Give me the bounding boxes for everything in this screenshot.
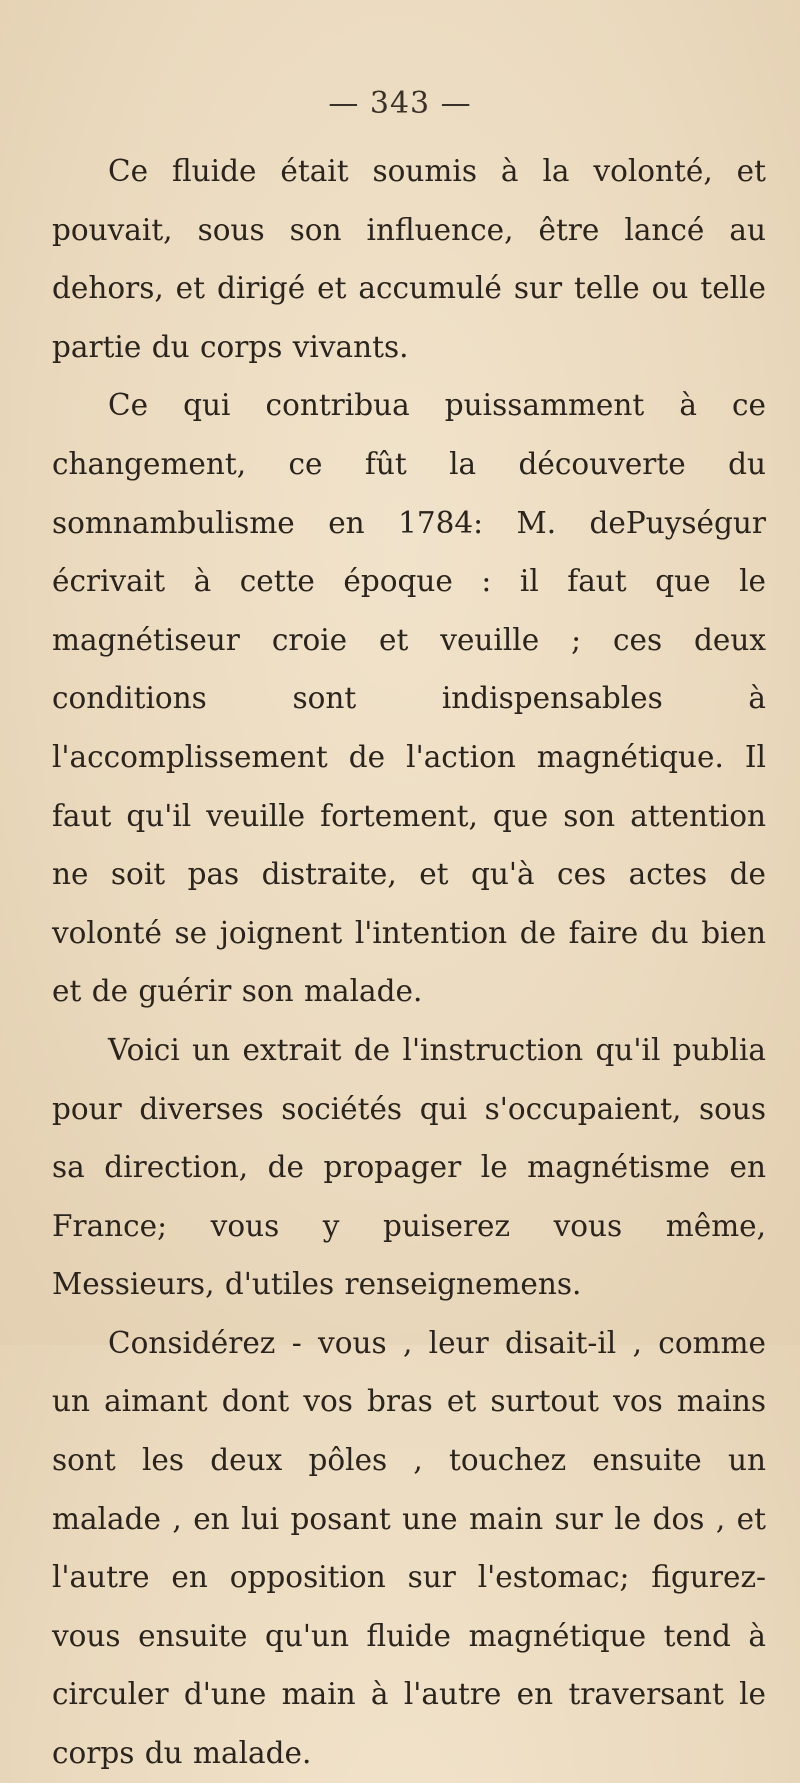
body-text xyxy=(52,142,766,1783)
paragraph-1: Ce fluide était soumis à la volonté, et pouvait, sous son influence, être lancé au dehors, et dirigé et accumulé sur telle ou telle partie du corps vivants. xyxy=(52,154,766,364)
paragraph-2: Ce qui contribua puissamment à ce changement, ce fût la découverte du somnambulisme en 1784: M. dePuységur écrivait à cette époque : il faut que le magnétiseur croie et veuille ; ces deux conditions sont indispensables à l'accomplissement de l'action magnétique. Il faut qu'il veuille fortement, que son attention ne soit pas distraite, et qu'à ces actes de volonté se joignent l'intention de faire du bien et de guérir son malade. xyxy=(52,388,766,1009)
page-number: — 343 — xyxy=(328,86,472,121)
paragraph-4: Considérez - vous , leur disait-il , comme un aimant dont vos bras et surtout vos mains sont les deux pôles , touchez ensuite un malade , en lui posant une main sur le dos , et l'autre en opposition sur l'estomac; figurez-vous ensuite qu'un fluide magnétique tend à circuler d'une main à l'autre en traversant le corps du malade. xyxy=(52,1325,766,1771)
paragraph-3: Voici un extrait de l'instruction qu'il publia pour diverses sociétés qui s'occupaient, sous sa direction, de propager le magnétisme en France; vous y puiserez vous même, Messieurs, d'utiles renseignemens. xyxy=(52,1032,766,1302)
